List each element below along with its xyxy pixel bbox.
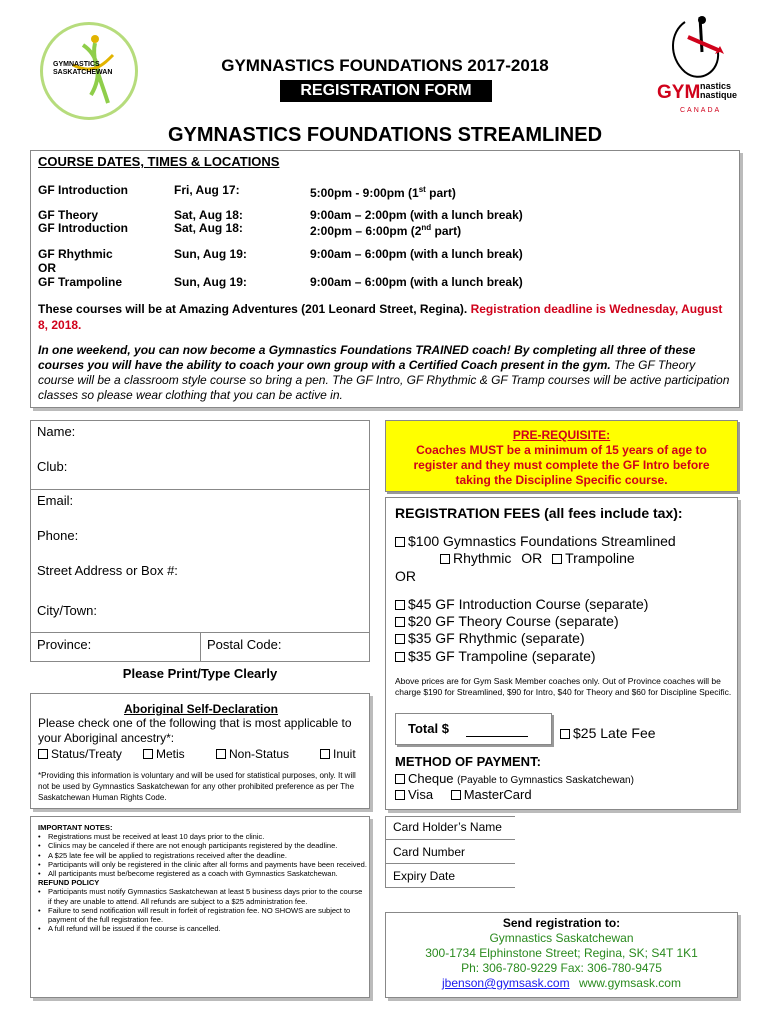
course-date: Sun, Aug 19:: [174, 275, 247, 289]
checkbox-icon[interactable]: [395, 634, 405, 644]
cheque-option[interactable]: [395, 771, 634, 786]
refund-item: • Failure to send notification will result in forfeit of registration fee. NO SHOWS are subject to payment of the full registration fee.: [38, 906, 368, 924]
notes-title: IMPORTANT NOTES:: [38, 823, 113, 832]
street-field[interactable]: [30, 560, 370, 595]
note-item: • Registrations must be received at least 10 days prior to the clinic.: [38, 832, 368, 841]
course-date: Sat, Aug 18:: [174, 221, 243, 235]
card-number-label: Card Number: [393, 845, 466, 859]
club-label: Club:: [37, 459, 68, 474]
intro-label: $45 GF Introduction Course (separate): [408, 596, 649, 612]
gymnast-swirl-icon: [640, 12, 750, 82]
mastercard-option[interactable]: [451, 787, 532, 802]
refund-item: • Participants must notify Gymnastics Saskatchewan at least 5 business days prior to the course if they are unable to attend. All refunds are subject to a $25 administration fee.: [38, 887, 368, 905]
logo-line-2: SASKATCHEWAN: [53, 69, 113, 76]
cheque-note: (Payable to Gymnastics Saskatchewan): [457, 775, 634, 786]
streamlined-label: $100 Gymnastics Foundations Streamlined: [408, 533, 676, 549]
or-label: OR: [521, 550, 543, 566]
fees-heading: REGISTRATION FEES (all fees include tax):: [395, 505, 683, 521]
aboriginal-title: Aboriginal Self-Declaration: [123, 702, 279, 716]
course-name: GF Theory: [38, 208, 99, 222]
course-time: 9:00am – 6:00pm (with a lunch break): [310, 247, 523, 261]
theory-option[interactable]: [395, 613, 619, 629]
club-field[interactable]: [30, 455, 370, 490]
course-time: 5:00pm - 9:00pm (1st part): [310, 185, 456, 200]
prereq-text: Coaches MUST be a minimum of 15 years of age to register and they must complete the GF Intro before taking the Discipline Specific course.: [413, 443, 710, 487]
expiry-field[interactable]: [385, 864, 515, 888]
note-item: • A $25 late fee will be applied to registrations received after the deadline.: [38, 851, 368, 860]
checkbox-icon[interactable]: [143, 749, 153, 759]
trampoline-sep-label: $35 GF Trampoline (separate): [408, 648, 596, 664]
course-name: GF Introduction: [38, 183, 128, 197]
theory-label: $20 GF Theory Course (separate): [408, 613, 619, 629]
course-name: GF Trampoline: [38, 275, 123, 289]
course-time: 9:00am – 2:00pm (with a lunch break): [310, 208, 523, 222]
gymnastics-saskatchewan-logo: [40, 22, 138, 120]
postal-code-label: Postal Code:: [207, 637, 282, 652]
checkbox-icon[interactable]: [395, 617, 405, 627]
payment-heading: METHOD OF PAYMENT:: [395, 754, 541, 769]
checkbox-icon[interactable]: [395, 537, 405, 547]
aboriginal-question: Please check one of the following that is most applicable to your Aboriginal ancestry*:: [38, 716, 352, 745]
postal-code-field[interactable]: [200, 632, 370, 662]
checkbox-icon[interactable]: [395, 600, 405, 610]
course-or: OR: [38, 261, 56, 275]
or-separator: OR: [395, 568, 416, 584]
checkbox-icon[interactable]: [451, 790, 461, 800]
checkbox-icon[interactable]: [38, 749, 48, 759]
note-item: • Participants will only be registered in the clinic after all forms and payments have been received.: [38, 860, 368, 869]
expiry-label: Expiry Date: [393, 869, 456, 883]
promo-rest: The GF Theory course will be a classroom style course so bring a pen. The GF Intro, GF Rhythmic & GF Tramp courses will be active participation classes so please wear clothing that you can be active in.: [38, 358, 730, 402]
checkbox-icon[interactable]: [320, 749, 330, 759]
registration-deadline: Registration deadline is Wednesday, August 8, 2018.: [38, 302, 723, 332]
form-title: GYMNASTICS FOUNDATIONS 2017-2018: [221, 56, 549, 75]
logo-nastics: nastics: [700, 81, 732, 91]
form-subtitle: REGISTRATION FORM: [280, 80, 492, 102]
course-name: GF Rhythmic: [38, 247, 113, 261]
fees-note: Above prices are for Gym Sask Member coaches only. Out of Province coaches will be charge $190 for Streamlined, $90 for Intro, $40 for Theory and $60 for Discipline Specific.: [395, 676, 732, 697]
non-status-label: Non-Status: [229, 747, 290, 761]
promo-bold: In one weekend, you can now become a Gymnastics Foundations TRAINED coach! By completing all three of these courses you will have the ability to coach your own group with a Certified Coach present in the gym.: [38, 343, 696, 372]
total-label: Total $: [408, 721, 449, 736]
checkbox-icon[interactable]: [216, 749, 226, 759]
course-time: 2:00pm – 6:00pm (2nd part): [310, 223, 462, 238]
refund-item: • A full refund will be issued if the course is cancelled.: [38, 924, 368, 933]
metis-option[interactable]: [143, 747, 185, 761]
course-time: 9:00am – 6:00pm (with a lunch break): [310, 275, 523, 289]
email-label: Email:: [37, 493, 74, 508]
rhythmic-option[interactable]: [395, 630, 585, 646]
logo-line-1: GYMNASTICS: [53, 61, 100, 68]
course-date: Fri, Aug 17:: [174, 183, 240, 197]
important-notes-box: [30, 816, 370, 998]
mastercard-label: MasterCard: [463, 787, 532, 802]
late-fee-option[interactable]: [560, 725, 656, 741]
province-label: Province:: [37, 637, 92, 652]
checkbox-icon[interactable]: [552, 554, 562, 564]
note-item: • All participants must be/become registered as a coach with Gymnastics Saskatchewan.: [38, 869, 368, 878]
course-name: GF Introduction: [38, 221, 128, 235]
discipline-choice: [440, 550, 635, 566]
street-label: Street Address or Box #:: [37, 563, 178, 578]
course-date: Sat, Aug 18:: [174, 208, 243, 222]
checkbox-icon[interactable]: [395, 774, 405, 784]
total-box: [395, 713, 552, 745]
visa-label: Visa: [408, 787, 434, 802]
venue-location: These courses will be at Amazing Adventures (201 Leonard Street, Regina).: [38, 302, 468, 316]
email-link[interactable]: jbenson@gymsask.com: [442, 976, 570, 990]
card-holder-label: Card Holder’s Name: [393, 820, 502, 834]
venue-text: [38, 301, 733, 333]
late-fee-label: $25 Late Fee: [573, 725, 656, 741]
trampoline-label: Trampoline: [565, 550, 635, 566]
visa-option[interactable]: [395, 787, 433, 802]
main-title: GYMNASTICS FOUNDATIONS STREAMLINED: [167, 124, 603, 146]
city-field[interactable]: [30, 597, 370, 632]
website-link[interactable]: www.gymsask.com: [578, 976, 681, 990]
intro-option[interactable]: [395, 596, 648, 612]
checkbox-icon[interactable]: [560, 729, 570, 739]
streamlined-option[interactable]: [395, 533, 676, 549]
total-field[interactable]: [466, 736, 528, 737]
inuit-label: Inuit: [333, 747, 356, 761]
course-heading: COURSE DATES, TIMES & LOCATIONS: [38, 154, 280, 169]
rhythmic-label: Rhythmic: [453, 550, 512, 566]
send-org: Gymnastics Saskatchewan: [489, 931, 634, 945]
checkbox-icon[interactable]: [440, 554, 450, 564]
card-options: [395, 787, 532, 802]
phone-label: Phone:: [37, 528, 79, 543]
province-field[interactable]: [30, 632, 200, 662]
send-title: Send registration to:: [502, 916, 621, 930]
cheque-label: Cheque: [408, 771, 454, 786]
phone-field[interactable]: [30, 525, 370, 560]
aboriginal-box: [30, 693, 370, 809]
prereq-title: PRE-REQUISITE:: [512, 428, 611, 442]
city-label: City/Town:: [37, 603, 97, 618]
status-treaty-label: Status/Treaty: [51, 747, 122, 761]
trampoline-option[interactable]: [395, 648, 596, 664]
non-status-option[interactable]: [216, 747, 289, 761]
aboriginal-note: *Providing this information is voluntary and will be used for statistical purposes, only. It will not be used by Gymnastics Saskatchewan for any other prohibited preference as per The Saskatchewan Human Rights Code.: [38, 771, 356, 802]
name-field[interactable]: [30, 420, 370, 455]
gym-logo-word: GYM: [657, 82, 701, 103]
card-number-field[interactable]: [385, 840, 515, 864]
gymnastics-canada-logo: [640, 12, 750, 117]
refund-title: REFUND POLICY: [38, 878, 100, 888]
logo-nastique: nastique: [700, 90, 738, 100]
inuit-option[interactable]: [320, 747, 356, 761]
send-address: 300-1734 Elphinstone Street; Regina, SK; S4T 1K1: [425, 946, 698, 960]
note-item: • Clinics may be canceled if there are not enough participants registered by the deadline.: [38, 841, 368, 850]
promo-text: [38, 343, 733, 403]
checkbox-icon[interactable]: [395, 652, 405, 662]
card-holder-field[interactable]: [385, 816, 515, 840]
send-registration-box: [385, 912, 738, 998]
rhythmic-sep-label: $35 GF Rhythmic (separate): [408, 630, 585, 646]
metis-label: Metis: [156, 747, 185, 761]
prerequisite-box: [385, 420, 738, 492]
send-phone: Ph: 306-780-9229 Fax: 306-780-9475: [461, 961, 662, 975]
checkbox-icon[interactable]: [395, 790, 405, 800]
name-label: Name:: [37, 424, 76, 439]
course-date: Sun, Aug 19:: [174, 247, 247, 261]
status-treaty-option[interactable]: [38, 747, 122, 761]
logo-canada: CANADA: [680, 107, 722, 114]
email-field[interactable]: [30, 490, 370, 525]
please-print-note: Please Print/Type Clearly: [122, 666, 278, 681]
